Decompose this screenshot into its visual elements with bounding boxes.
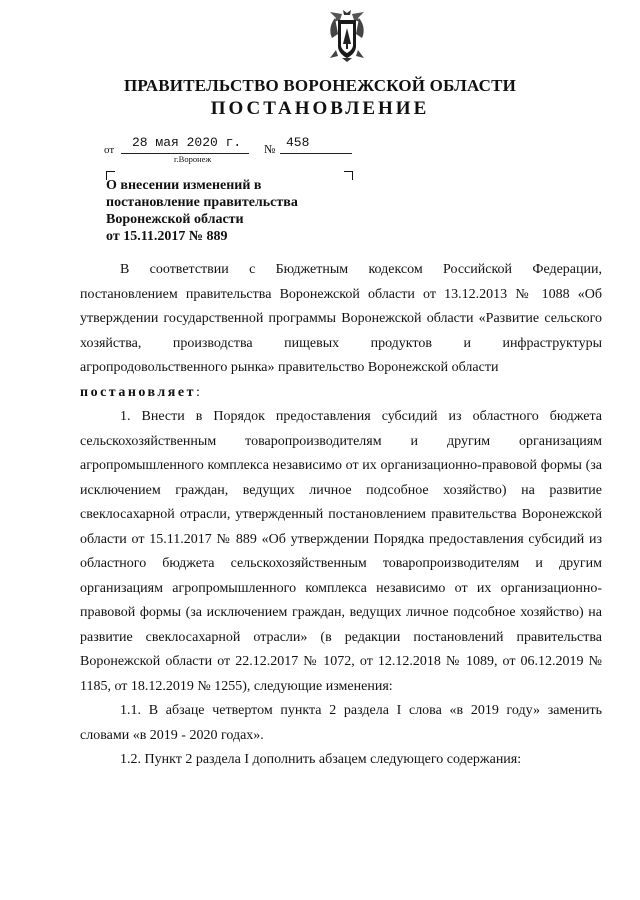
item-1-paragraph: 1. Внести в Порядок предоставления субсидий из областного бюджета сельскохозяйственным товаропроизводителям и другим организациям агропромышленного комплекса независимо от их организационно-правовой формы (за исключением граждан, ведущих личное подсобное хозяйство) на развитие свеклосахарной отрасли, утвержденный постановлением правительства Воронежской области от 15.11.2017 № 889 «Об утверждении Порядка предоставления субсидий из областного бюджета сельскохозяйственным товаропроизводителям и другим организациям агропромышленного комплекса независимо от их организационно-правовой формы (за исключением граждан, ведущих личное подсобное хозяйство) на развитие свеклосахарной отрасли» (в редакции постановлений правительства Воронежской области от 22.12.2017 № 1072, от 12.12.2018 № 1089, от 06.12.2019 № 1185, от 18.12.2019 № 1255), следующие изменения:: [80, 409, 602, 694]
date-number-line: [104, 135, 364, 156]
item-1-1-paragraph: 1.1. В абзаце четвертом пункта 2 раздела I слова «в 2019 году» заменить словами «в 2019 - 2020 годах».: [80, 703, 602, 743]
subject-line: Воронежской области: [106, 212, 244, 227]
number-prefix: №: [264, 142, 276, 156]
city-name: г.Воронеж: [174, 154, 212, 164]
preamble-paragraph: В соответствии с Бюджетным кодексом Российской Федерации, постановлением правительства Воронежской области от 13.12.2013 № 1088 «Об утверждении государственной программы Воронежской области «Развитие сельского хозяйства, производства пищевых продуктов и инфраструктуры агропродовольственного рынка» правительство Воронежской области: [80, 262, 602, 375]
subject-line: О внесении изменений в: [106, 178, 262, 193]
document-date: 28 мая 2020 г.: [132, 135, 242, 150]
resolves-word: постановляет: [80, 384, 196, 400]
resolution-paragraph: [80, 381, 602, 406]
document-type-title: ПОСТАНОВЛЕНИЕ: [210, 98, 430, 119]
subject-line: постановление правительства: [106, 195, 298, 210]
document-body: [80, 258, 602, 773]
resolves-colon: :: [195, 384, 200, 400]
date-prefix: от: [104, 144, 115, 156]
organization-title: ПРАВИТЕЛЬСТВО ВОРОНЕЖСКОЙ ОБЛАСТИ: [123, 76, 517, 95]
document-number: 458: [286, 135, 310, 150]
number-underline: [280, 153, 352, 154]
subject-line: от 15.11.2017 № 889: [106, 229, 228, 244]
document-subject: [106, 177, 346, 245]
item-1-2-paragraph: 1.2. Пункт 2 раздела I дополнить абзацем следующего содержания:: [120, 752, 522, 767]
coat-of-arms-emblem: [326, 10, 368, 62]
